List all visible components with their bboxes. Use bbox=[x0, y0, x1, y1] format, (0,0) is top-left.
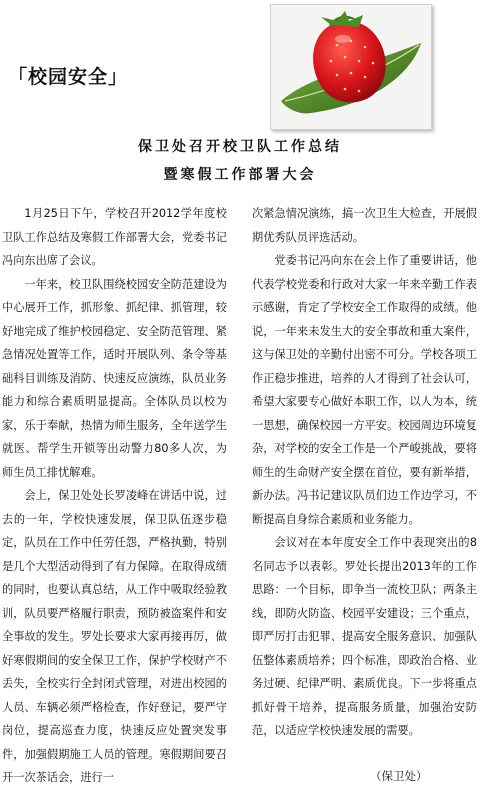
paragraph: 一年来，校卫队围绕校园安全防范建设为中心展开工作，抓形象、抓纪律、抓管理，较好地完成了维护校园稳定、安全防范管理、紧急情况处置等工作，适时开展队列、条令等基础科目训练及消防、快速反应演练，队员业务能力和综合素质明显提高。全体队员以校为家，乐于奉献，热情为师生服务，全年送学生就医、帮学生开锁等出动警力80多人次，为师生员工排忧解难。 bbox=[2, 277, 227, 479]
article-signature: （保卫处） bbox=[370, 769, 428, 783]
paragraph: 党委书记冯向东在会上作了重要讲话，他代表学校党委和行政对大家一年来辛勤工作表示感谢，肯定了学校安全工作取得的成绩。他说，一年来未发生大的安全事故和重大案件，这与保卫处的辛勤付出密不可分。学校各项工作正稳步推进，培养的人才得到了社会认可，希望大家要专心做好本职工作，以人为本，统一思想，确保校园一方平安。校园周边环境复杂，对学校的安全工作是一个严峻挑战，要将师生的生命财产安全摆在首位，要有新举措，新办法。冯书记建议队员们边工作边学习，不断提高自身综合素质和业务能力。 bbox=[252, 254, 477, 526]
paragraph-continued: 次紧急情况演练，搞一次卫生大检查，开展假期优秀队员评选活动。 bbox=[252, 207, 477, 244]
paragraph: 会议对在本年度安全工作中表现突出的8名同志予以表彰。罗处长提出2013年的工作思路：一个目标，即争当一流校卫队；两条主线，即防火防盗、校园平安建设；三个重点，即严厉打击犯罪、提高安全服务意识、加强队伍整体素质培养；四个标准，即政治合格、业务过硬、纪律严明、素质优良。下一步将重点抓好骨干培养，提高服务质量，加强治安防范，以适应学校快速发展的需要。 bbox=[252, 536, 477, 737]
paragraph: 会上，保卫处处长罗凌峰在讲话中说，过去的一年，学校快速发展，保卫队伍逐步稳定，队员在工作中任劳任怨，严格执勤，特别是几个大型活动得到了有力保障。在取得成绩的同时，也要认真总结，从工作中吸取经验教训，队员要严格履行职责，预防被盗案件和安全事故的发生。罗处长要求大家再接再厉，做好寒假期间的安全保卫工作，保护学校财产不丢失，全校实行全封闭式管理，对进出校园的人员、车辆必须严格检查，作好登记，要严守岗位，提高巡查力度，快速反应处置突发事件，加强假期施工人员的管理。寒假期间要召开一次茶话会，进行一 bbox=[2, 489, 227, 784]
strawberry-icon bbox=[271, 5, 431, 129]
strawberry-photo bbox=[270, 4, 432, 130]
article-subtitle: 暨寒假工作部署大会 bbox=[163, 167, 317, 183]
paragraph: 1月25日下午，学校召开2012学年度校卫队工作总结及寒假工作部署大会，党委书记冯向东出席了会议。 bbox=[2, 207, 227, 267]
article-title: 保卫处召开校卫队工作总结 bbox=[138, 139, 342, 155]
left-column bbox=[2, 202, 227, 790]
section-tag: 「校园安全」 bbox=[8, 66, 129, 88]
right-column bbox=[252, 202, 477, 743]
